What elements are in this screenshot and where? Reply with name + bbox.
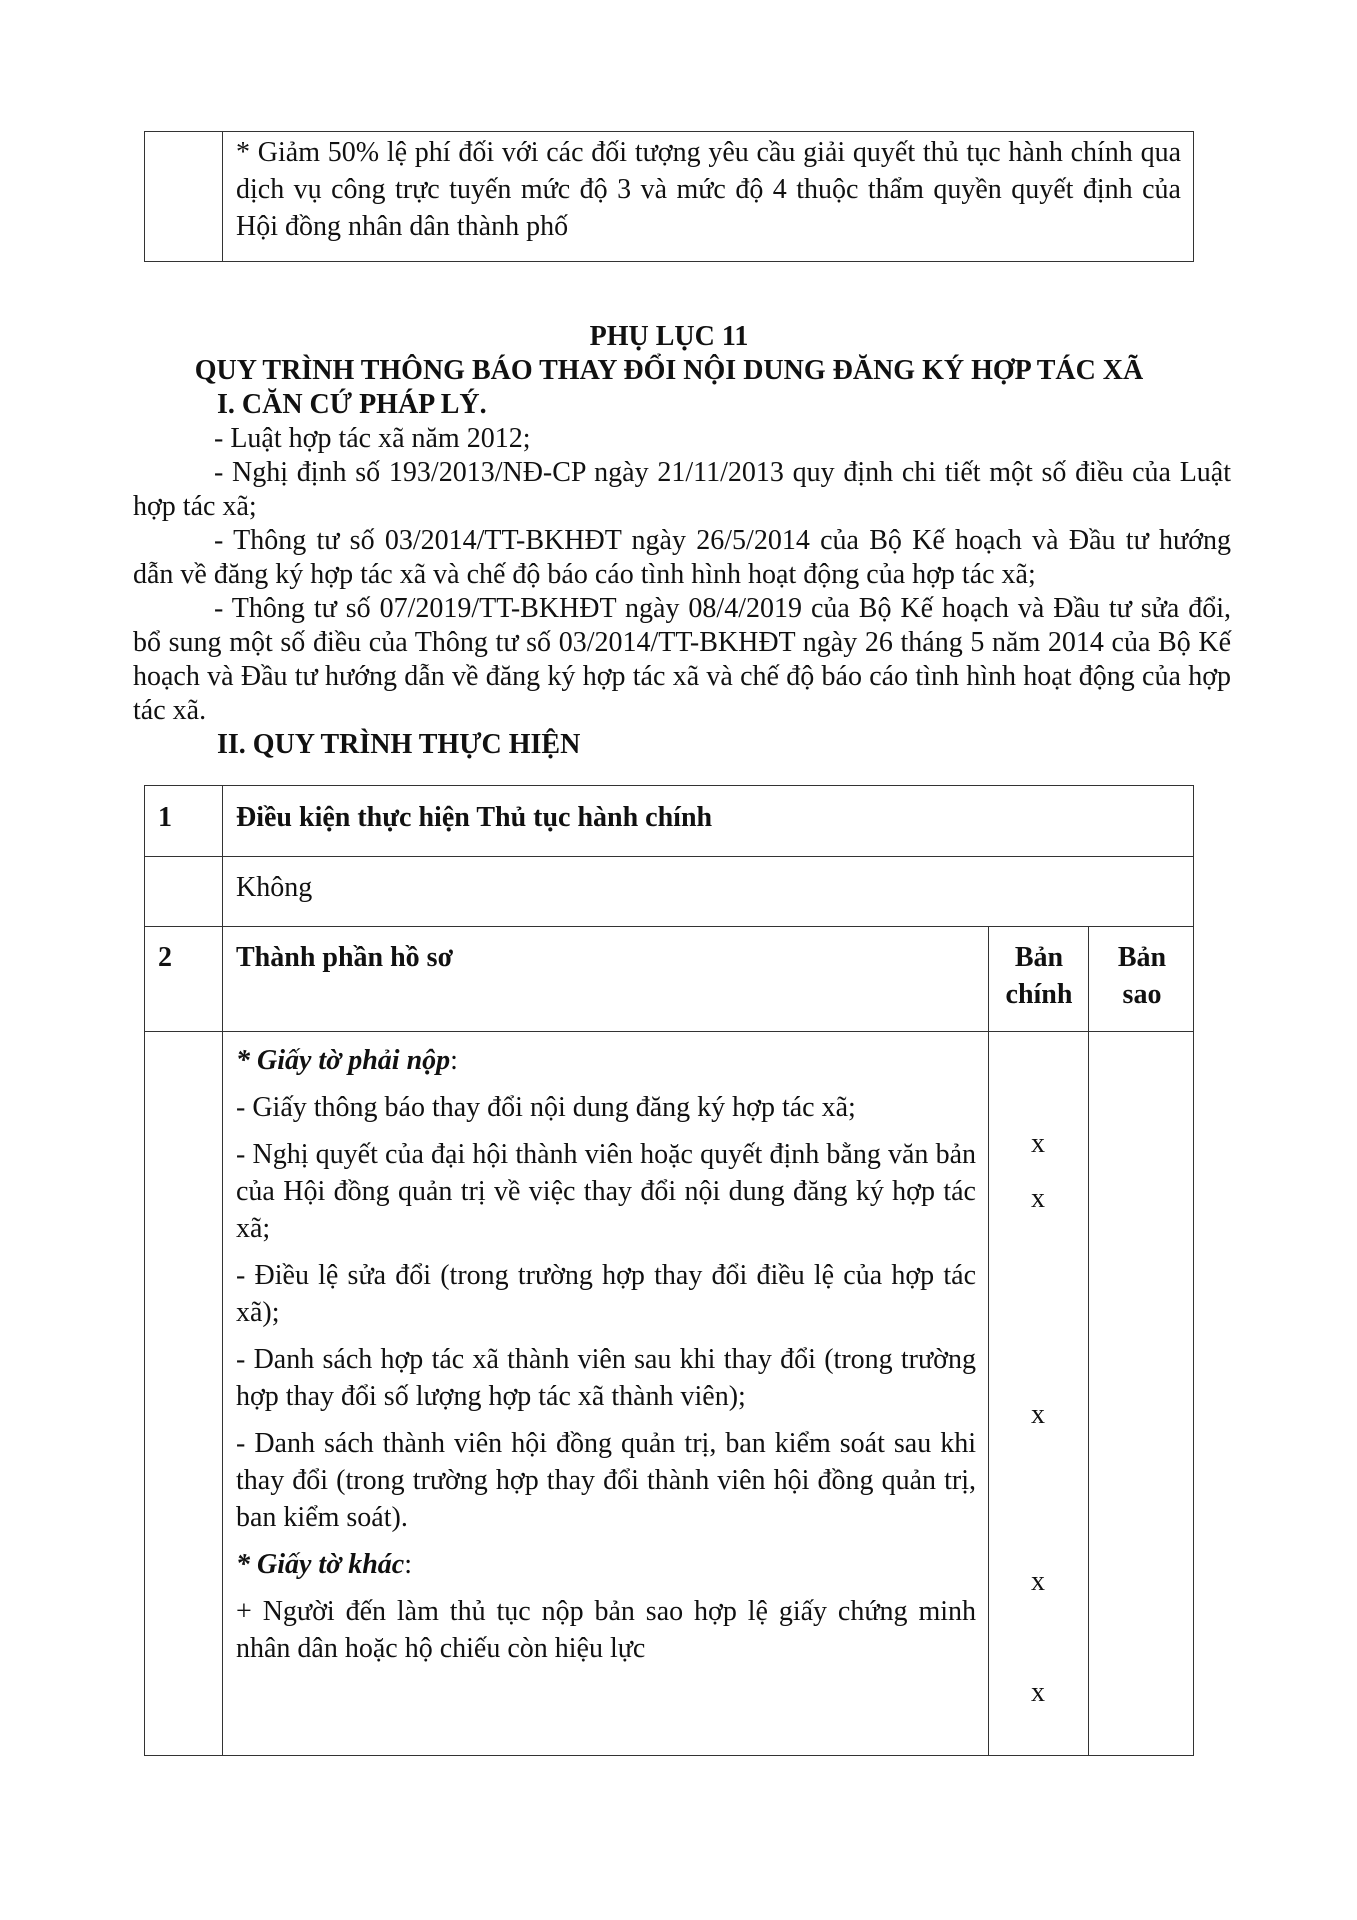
legal-item-text: - Luật hợp tác xã năm 2012; [214, 423, 531, 454]
document-item: + Người đến làm thủ tục nộp bản sao hợp lệ giấy chứng minh nhân dân hoặc hộ chiếu còn hiệu lực [236, 1596, 976, 1664]
other-docs-heading: * Giấy tờ khác: [236, 1549, 413, 1580]
original-mark: x [1031, 1128, 1045, 1159]
legal-item [133, 422, 1231, 456]
document-item: - Danh sách thành viên hội đồng quản trị, ban kiểm soát sau khi thay đổi (trong trường hợp thay đổi thành viên hội đồng quản trị, ban kiểm soát). [236, 1428, 976, 1533]
row-2-title: Thành phần hồ sơ [236, 942, 454, 973]
row-1-title: Điều kiện thực hiện Thủ tục hành chính [236, 802, 713, 833]
copy-header: Bản sao [1117, 942, 1167, 1010]
document-item: - Nghị quyết của đại hội thành viên hoặc quyết định bằng văn bản của Hội đồng quản trị về việc thay đổi nội dung đăng ký hợp tác xã; [236, 1139, 976, 1244]
legal-item [133, 592, 1231, 728]
document-item: - Danh sách hợp tác xã thành viên sau khi thay đổi (trong trường hợp thay đổi số lượng hợp tác xã thành viên); [236, 1344, 976, 1412]
original-copy-header: Bản chính [1005, 942, 1073, 1010]
row-1-content: Không [236, 872, 313, 903]
legal-item-text: - Nghị định số 193/2013/NĐ-CP ngày 21/11/2013 quy định chi tiết một số điều của Luật hợp tác xã; [133, 457, 1231, 522]
legal-item-text: - Thông tư số 03/2014/TT-BKHĐT ngày 26/5/2014 của Bộ Kế hoạch và Đầu tư hướng dẫn về đăng ký hợp tác xã và chế độ báo cáo tình hình hoạt động của hợp tác xã; [133, 525, 1231, 590]
required-docs-heading: * Giấy tờ phải nộp: [236, 1045, 458, 1076]
appendix-title: QUY TRÌNH THÔNG BÁO THAY ĐỔI NỘI DUNG ĐĂNG KÝ HỢP TÁC XÃ [194, 355, 1144, 386]
procedure-table [144, 785, 1194, 1756]
fee-reduction-note: * Giảm 50% lệ phí đối với các đối tượng yêu cầu giải quyết thủ tục hành chính qua dịch vụ công trực tuyến mức độ 3 và mức độ 4 thuộc thẩm quyền quyết định của Hội đồng nhân dân thành phố [236, 137, 1181, 242]
document-item: - Giấy thông báo thay đổi nội dung đăng ký hợp tác xã; [236, 1092, 856, 1123]
section-1-heading: I. CĂN CỨ PHÁP LÝ. [217, 389, 487, 420]
original-mark: x [1031, 1399, 1045, 1430]
legal-item [133, 524, 1231, 592]
fee-table-number-cell [145, 132, 223, 261]
legal-item-text: - Thông tư số 07/2019/TT-BKHĐT ngày 08/4/2019 của Bộ Kế hoạch và Đầu tư sửa đổi, bổ sung một số điều của Thông tư số 03/2014/TT-BKHĐT ngày 26 tháng 5 năm 2014 của Bộ Kế hoạch và Đầu tư hướng dẫn về đăng ký hợp tác xã và chế độ báo cáo tình hình hoạt động của hợp tác xã. [133, 593, 1231, 726]
documents-list [236, 1042, 976, 1667]
legal-item [133, 456, 1231, 524]
original-mark: x [1031, 1566, 1045, 1597]
row-2-number: 2 [158, 942, 172, 973]
original-mark: x [1031, 1677, 1045, 1708]
fee-table-fragment [144, 131, 1194, 262]
original-mark: x [1031, 1183, 1045, 1214]
row-1-number: 1 [158, 802, 172, 833]
appendix-label: PHỤ LỤC 11 [589, 321, 749, 352]
document-item: - Điều lệ sửa đổi (trong trường hợp thay đổi điều lệ của hợp tác xã); [236, 1260, 976, 1328]
section-2-heading: II. QUY TRÌNH THỰC HIỆN [217, 729, 581, 760]
